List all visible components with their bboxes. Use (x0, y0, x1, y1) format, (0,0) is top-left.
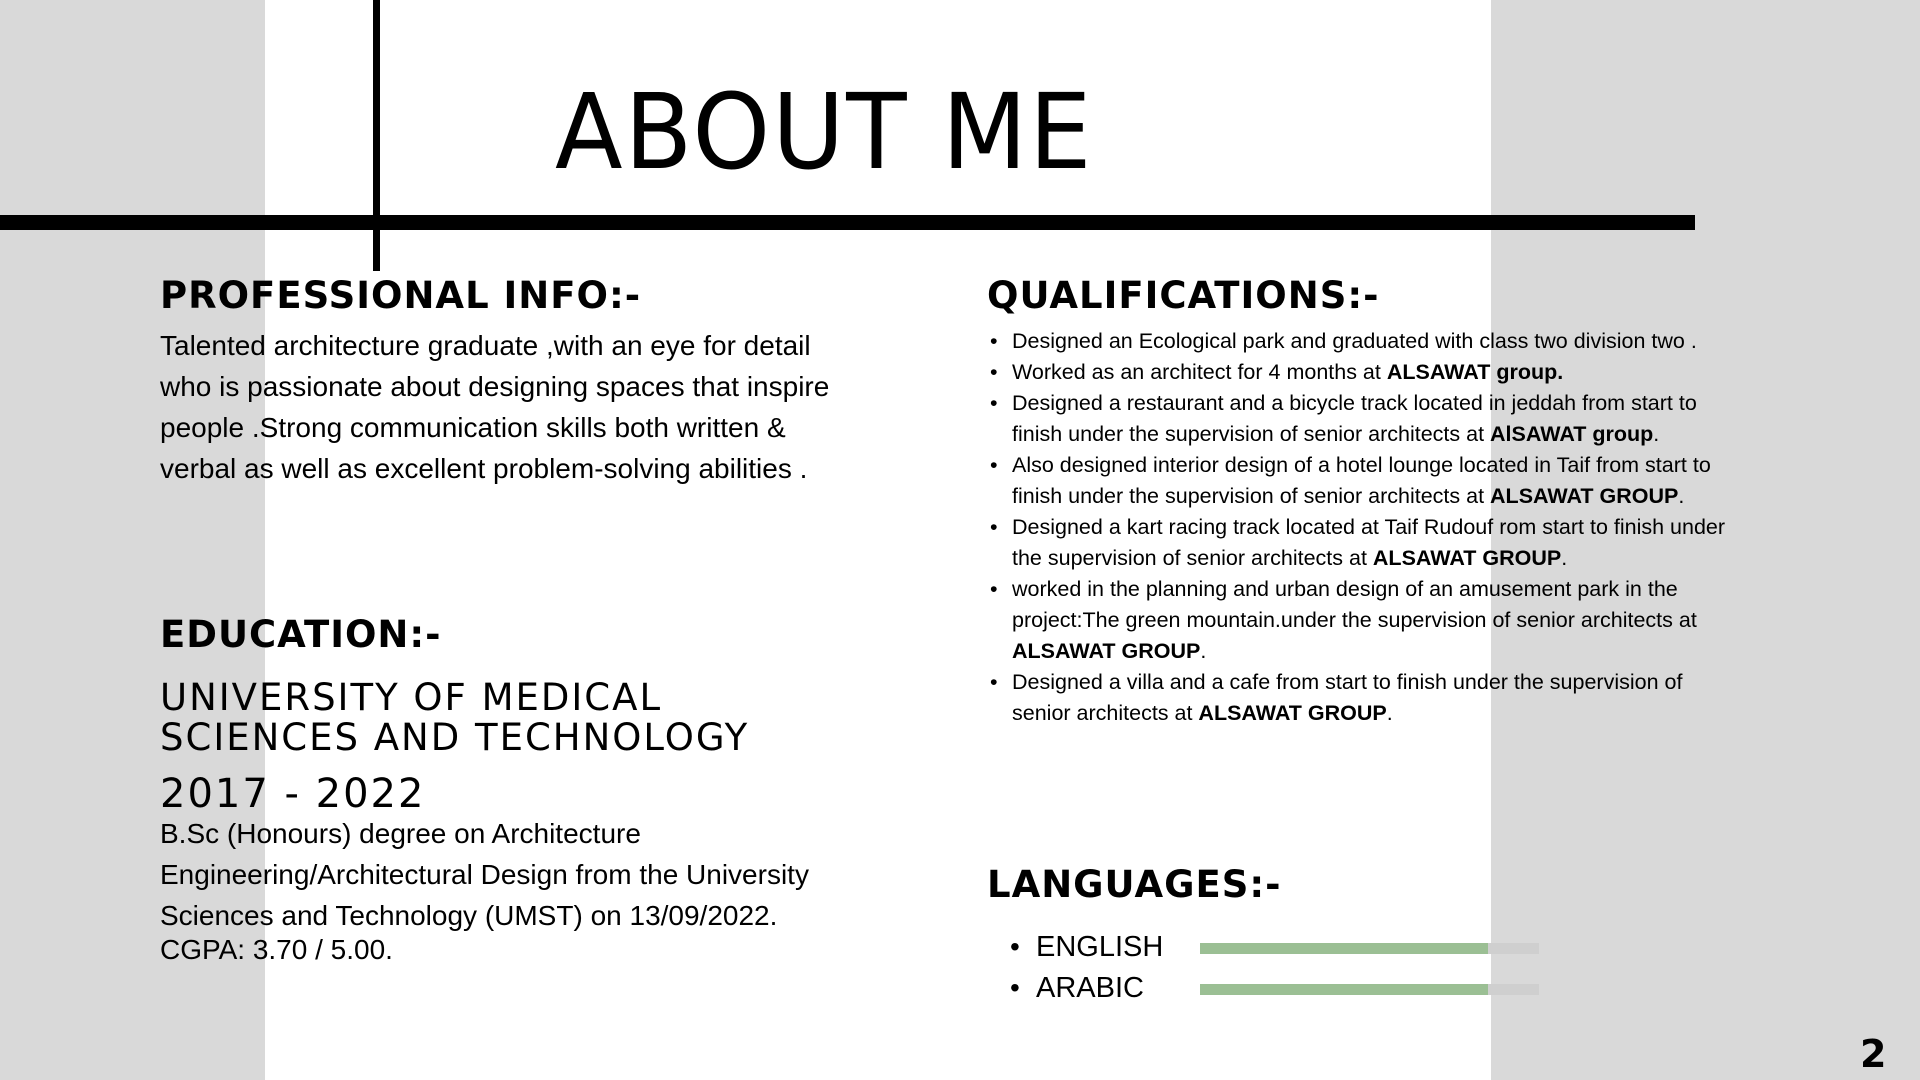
proficiency-fill (1200, 943, 1488, 954)
horizontal-rule (0, 215, 1695, 230)
page-title: ABOUT ME (555, 71, 1094, 193)
qualifications-list (987, 326, 1732, 729)
education-heading: EDUCATION:- (160, 613, 442, 656)
proficiency-bar (1200, 984, 1539, 995)
language-name: ARABIC (1036, 972, 1144, 1004)
languages-heading: LANGUAGES:- (987, 863, 1282, 906)
professional-heading: PROFESSIONAL INFO:- (160, 274, 642, 317)
qualification-item: • Designed a villa and a cafe from start to finish under the supervision of senior architects at ALSAWAT GROUP. (987, 667, 1732, 729)
page-number: 2 (1860, 1032, 1887, 1076)
language-name: ENGLISH (1036, 931, 1164, 963)
qualification-item: • Designed an Ecological park and graduated with class two division two . (987, 326, 1732, 357)
university-name: UNIVERSITY OF MEDICAL SCIENCES AND TECHNOLOGY (160, 676, 750, 759)
gpa-text: CGPA: 3.70 / 5.00. (160, 934, 393, 965)
qualification-item: • Also designed interior design of a hotel lounge located in Taif from start to finish under the supervision of senior architects at ALSAWAT GROUP. (987, 450, 1732, 512)
qualifications-heading: QUALIFICATIONS:- (987, 274, 1380, 317)
qualification-item: • Designed a kart racing track located at Taif Rudouf rom start to finish under the supervision of senior architects at ALSAWAT GROUP. (987, 512, 1732, 574)
degree-text: B.Sc (Honours) degree on Architecture Engineering/Architectural Design from the University Sciences and Technology (UMST) on 13/09/2022. (160, 818, 809, 931)
proficiency-fill (1200, 984, 1488, 995)
education-years: 2017 - 2022 (160, 771, 426, 817)
vertical-rule (373, 0, 380, 271)
qualification-item: • Designed a restaurant and a bicycle track located in jeddah from start to finish under the supervision of senior architects at AlSAWAT group. (987, 388, 1732, 450)
language-item-arabic (1010, 969, 1550, 1010)
qualification-item: • Worked as an architect for 4 months at ALSAWAT group. (987, 357, 1732, 388)
qualification-item: • worked in the planning and urban design of an amusement park in the project:The green mountain.under the supervision of senior architects at ALSAWAT GROUP. (987, 574, 1732, 667)
languages-list (1010, 928, 1550, 1010)
language-item-english (1010, 928, 1550, 969)
proficiency-bar (1200, 943, 1539, 954)
professional-text: Talented architecture graduate ,with an eye for detail who is passionate about designing spaces that inspire people .Strong communication skills both written & verbal as well as excellent problem-solving abilities . (160, 330, 830, 484)
bullet: • (1010, 931, 1020, 962)
bullet: • (1010, 972, 1020, 1003)
